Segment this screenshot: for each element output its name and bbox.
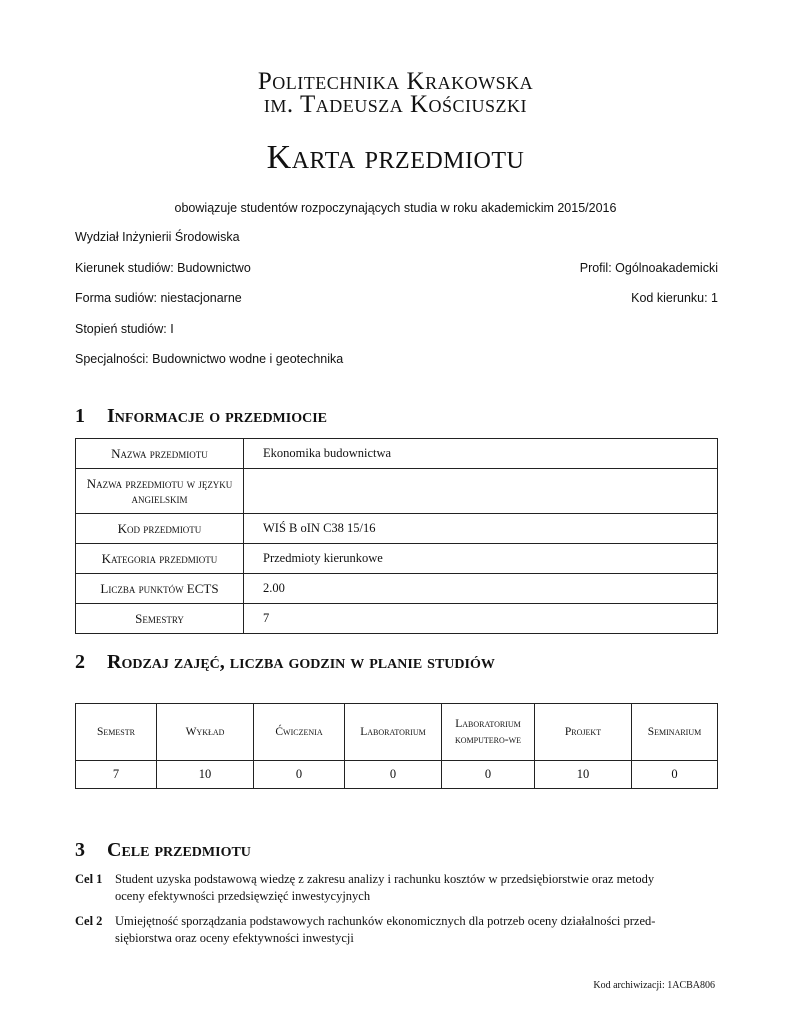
goal-item: [75, 871, 720, 905]
table-cell: 10: [535, 761, 632, 789]
row-label: Kod przedmiotu: [76, 514, 244, 544]
table-row: [76, 544, 718, 574]
section-number: 3: [75, 839, 85, 861]
faculty: Wydział Inżynierii Środowiska: [75, 230, 240, 244]
row-value: Ekonomika budownictwa: [244, 439, 718, 469]
hours-table: [75, 703, 718, 789]
column-header: Wykład: [157, 704, 254, 761]
section-title: Rodzaj zajęć, liczba godzin w planie studiów: [107, 651, 495, 673]
goal-text-continued: siębiorstwa oraz oceny efektywności inwestycji: [115, 931, 354, 945]
column-header: Ćwiczenia: [254, 704, 345, 761]
university-patron: im. Tadeusza Kościuszki: [263, 91, 528, 118]
table-cell: 0: [442, 761, 535, 789]
column-header: Seminarium: [632, 704, 718, 761]
section-number: 2: [75, 651, 85, 673]
table-row: [76, 439, 718, 469]
table-row: [76, 469, 718, 514]
field-code: Kod kierunku: 1: [631, 291, 718, 305]
profile: Profil: Ogólnoakademicki: [579, 261, 718, 275]
section-3-heading: [75, 839, 251, 862]
table-row: [76, 514, 718, 544]
specialties: Specjalności: Budownictwo wodne i geotechnika: [75, 352, 344, 366]
goal-text-continued: oceny efektywności przedsięwzięć inwestycyjnych: [115, 889, 371, 903]
column-header: Laboratorium: [345, 704, 442, 761]
row-value: [244, 469, 718, 514]
study-degree: Stopień studiów: I: [75, 322, 174, 336]
section-title: Cele przedmiotu: [107, 839, 251, 861]
row-value: 7: [244, 604, 718, 634]
row-label: Nazwa przedmiotu w języku angielskim: [76, 469, 244, 514]
row-value: Przedmioty kierunkowe: [244, 544, 718, 574]
table-row: [76, 761, 718, 789]
table-cell: 10: [157, 761, 254, 789]
table-cell: 0: [345, 761, 442, 789]
field-of-study: Kierunek studiów: Budownictwo: [75, 261, 251, 275]
section-number: 1: [75, 405, 85, 427]
applies-to-text: obowiązuje studentów rozpoczynających studia w roku akademickim 2015/2016: [174, 201, 617, 215]
study-form: Forma sudiów: niestacjonarne: [75, 291, 242, 305]
table-cell: 0: [632, 761, 718, 789]
section-2-heading: [75, 651, 495, 674]
archive-code: Kod archiwizacji: 1ACBA806: [593, 980, 715, 991]
row-label: Kategoria przedmiotu: [76, 544, 244, 574]
column-header: Laboratorium komputero-we: [442, 704, 535, 761]
goal-tag: Cel 2: [75, 914, 103, 928]
row-label: Liczba punktów ECTS: [76, 574, 244, 604]
table-cell: 7: [76, 761, 157, 789]
university-name: Politechnika Krakowska: [257, 68, 534, 95]
goal-text: Student uzyska podstawową wiedzę z zakresu analizy i rachunku kosztów w przedsiębiorstwie oraz metody: [115, 872, 655, 886]
document-title: Karta przedmiotu: [266, 139, 525, 176]
column-header: Projekt: [535, 704, 632, 761]
row-value: WIŚ B oIN C38 15/16: [244, 514, 718, 544]
section-title: Informacje o przedmiocie: [107, 405, 328, 427]
column-header: Semestr: [76, 704, 157, 761]
table-row: [76, 574, 718, 604]
table-row: [76, 604, 718, 634]
table-cell: 0: [254, 761, 345, 789]
row-label: Semestry: [76, 604, 244, 634]
course-info-table: [75, 438, 718, 634]
goal-tag: Cel 1: [75, 872, 103, 886]
table-header-row: [76, 704, 718, 761]
row-value: 2.00: [244, 574, 718, 604]
goal-item: [75, 913, 720, 947]
row-label: Nazwa przedmiotu: [76, 439, 244, 469]
section-1-heading: [75, 405, 327, 428]
goal-text: Umiejętność sporządzania podstawowych rachunków ekonomicznych dla potrzeb oceny działalności przed-: [115, 914, 656, 928]
